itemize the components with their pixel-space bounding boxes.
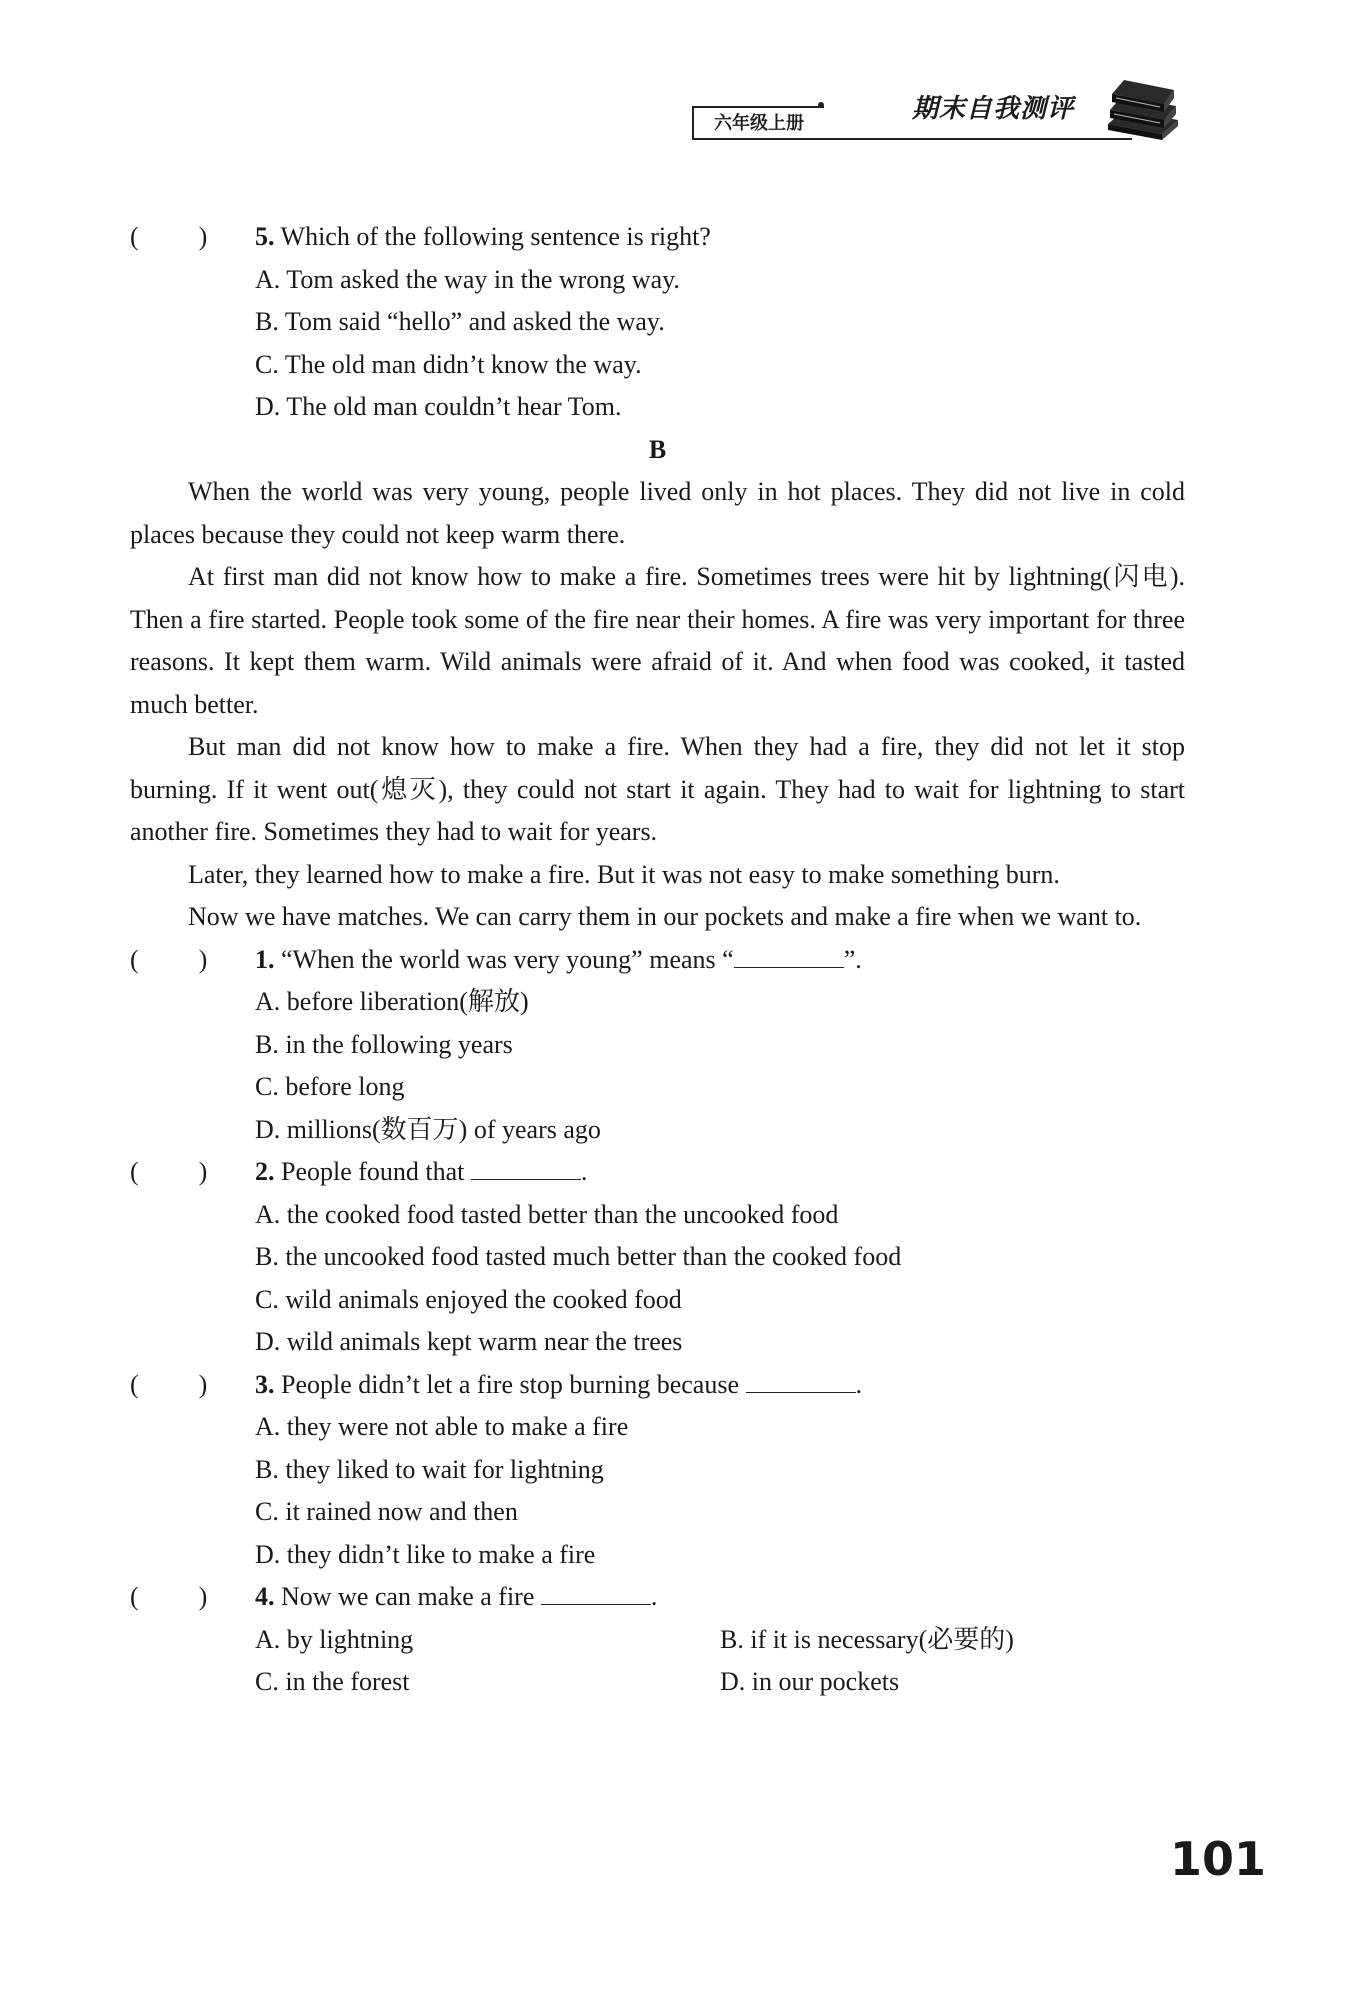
option: C. it rained now and then xyxy=(255,1497,518,1526)
question-stem-end: ”. xyxy=(843,944,862,974)
question-number: 5. xyxy=(255,222,275,251)
page-content xyxy=(130,216,1185,1704)
passage-paragraph: At first man did not know how to make a fire. Sometimes trees were hit by lightning(闪电). Then a fire started. People took some of the fire near their homes. A fire was very important for three reasons. It kept them warm. Wild animals were afraid of it. And when food was cooked, it tasted much better. xyxy=(130,562,1185,719)
option: B. in the following years xyxy=(255,1029,513,1059)
option: D. they didn’t like to make a fire xyxy=(255,1539,596,1569)
question-2 xyxy=(130,1151,1185,1194)
answer-paren: ( ) xyxy=(130,944,208,974)
option: D. millions(数百万) of years ago xyxy=(255,1114,601,1144)
option: D. in our pockets xyxy=(720,1667,900,1696)
option: A. before liberation(解放) xyxy=(255,987,529,1016)
option: A. Tom asked the way in the wrong way. xyxy=(255,264,680,294)
option: B. the uncooked food tasted much better than the cooked food xyxy=(255,1242,902,1271)
answer-paren: ( ) xyxy=(130,1369,208,1399)
answer-paren: ( ) xyxy=(130,1157,208,1186)
option: D. wild animals kept warm near the trees xyxy=(255,1327,683,1356)
question-stem-end: . xyxy=(650,1582,658,1611)
option: D. The old man couldn’t hear Tom. xyxy=(255,392,622,421)
option-row xyxy=(130,1661,1185,1704)
option: C. before long xyxy=(255,1072,405,1101)
passage-paragraph: But man did not know how to make a fire. When they had a fire, they did not let it stop burning. If it went out(熄灭), they could not start it again. They had to wait for lightning to start another fire. Sometimes they had to wait for years. xyxy=(130,732,1185,846)
option: B. they liked to wait for lightning xyxy=(255,1454,604,1484)
option: A. by lightning xyxy=(255,1624,414,1654)
question-number: 1. xyxy=(255,944,275,974)
option: B. Tom said “hello” and asked the way. xyxy=(255,307,665,336)
question-5 xyxy=(130,216,1185,259)
question-4 xyxy=(130,1576,1185,1619)
question-stem: People found that xyxy=(281,1157,471,1186)
question-stem: Which of the following sentence is right? xyxy=(280,222,711,251)
option: C. wild animals enjoyed the cooked food xyxy=(255,1284,682,1314)
page-header xyxy=(692,88,1192,148)
option-row xyxy=(130,1619,1185,1662)
question-number: 4. xyxy=(255,1582,275,1611)
question-3 xyxy=(130,1364,1185,1407)
question-1 xyxy=(130,939,1185,982)
option: C. in the forest xyxy=(255,1667,410,1696)
answer-blank[interactable] xyxy=(541,1576,651,1605)
page-number: 101 xyxy=(1169,1832,1266,1886)
header-rule xyxy=(692,138,1132,140)
answer-blank[interactable] xyxy=(734,939,844,968)
books-icon xyxy=(1102,74,1182,144)
question-number: 3. xyxy=(255,1369,275,1399)
question-stem: “When the world was very young” means “ xyxy=(281,944,734,974)
option: A. they were not able to make a fire xyxy=(255,1412,629,1441)
section-heading: B xyxy=(648,434,667,464)
option: B. if it is necessary(必要的) xyxy=(720,1624,1014,1654)
question-number: 2. xyxy=(255,1157,275,1186)
answer-blank[interactable] xyxy=(746,1364,856,1393)
question-stem: People didn’t let a fire stop burning because xyxy=(281,1369,746,1399)
option: C. The old man didn’t know the way. xyxy=(255,349,642,379)
question-stem-end: . xyxy=(580,1157,588,1186)
passage-paragraph: Now we have matches. We can carry them in our pockets and make a fire when we want to. xyxy=(188,902,1142,931)
answer-paren: ( ) xyxy=(130,222,208,251)
passage-paragraph: When the world was very young, people lived only in hot places. They did not live in cold places because they could not keep warm there. xyxy=(130,477,1185,549)
header-dot xyxy=(818,102,824,108)
question-stem-end: . xyxy=(855,1369,863,1399)
grade-label: 六年级上册 xyxy=(692,106,824,140)
passage-paragraph: Later, they learned how to make a fire. But it was not easy to make something burn. xyxy=(188,859,1060,889)
answer-blank[interactable] xyxy=(471,1151,581,1180)
answer-paren: ( ) xyxy=(130,1582,208,1611)
option: A. the cooked food tasted better than the uncooked food xyxy=(255,1199,839,1229)
question-stem: Now we can make a fire xyxy=(281,1582,541,1611)
header-title: 期末自我测评 xyxy=(912,94,1075,124)
